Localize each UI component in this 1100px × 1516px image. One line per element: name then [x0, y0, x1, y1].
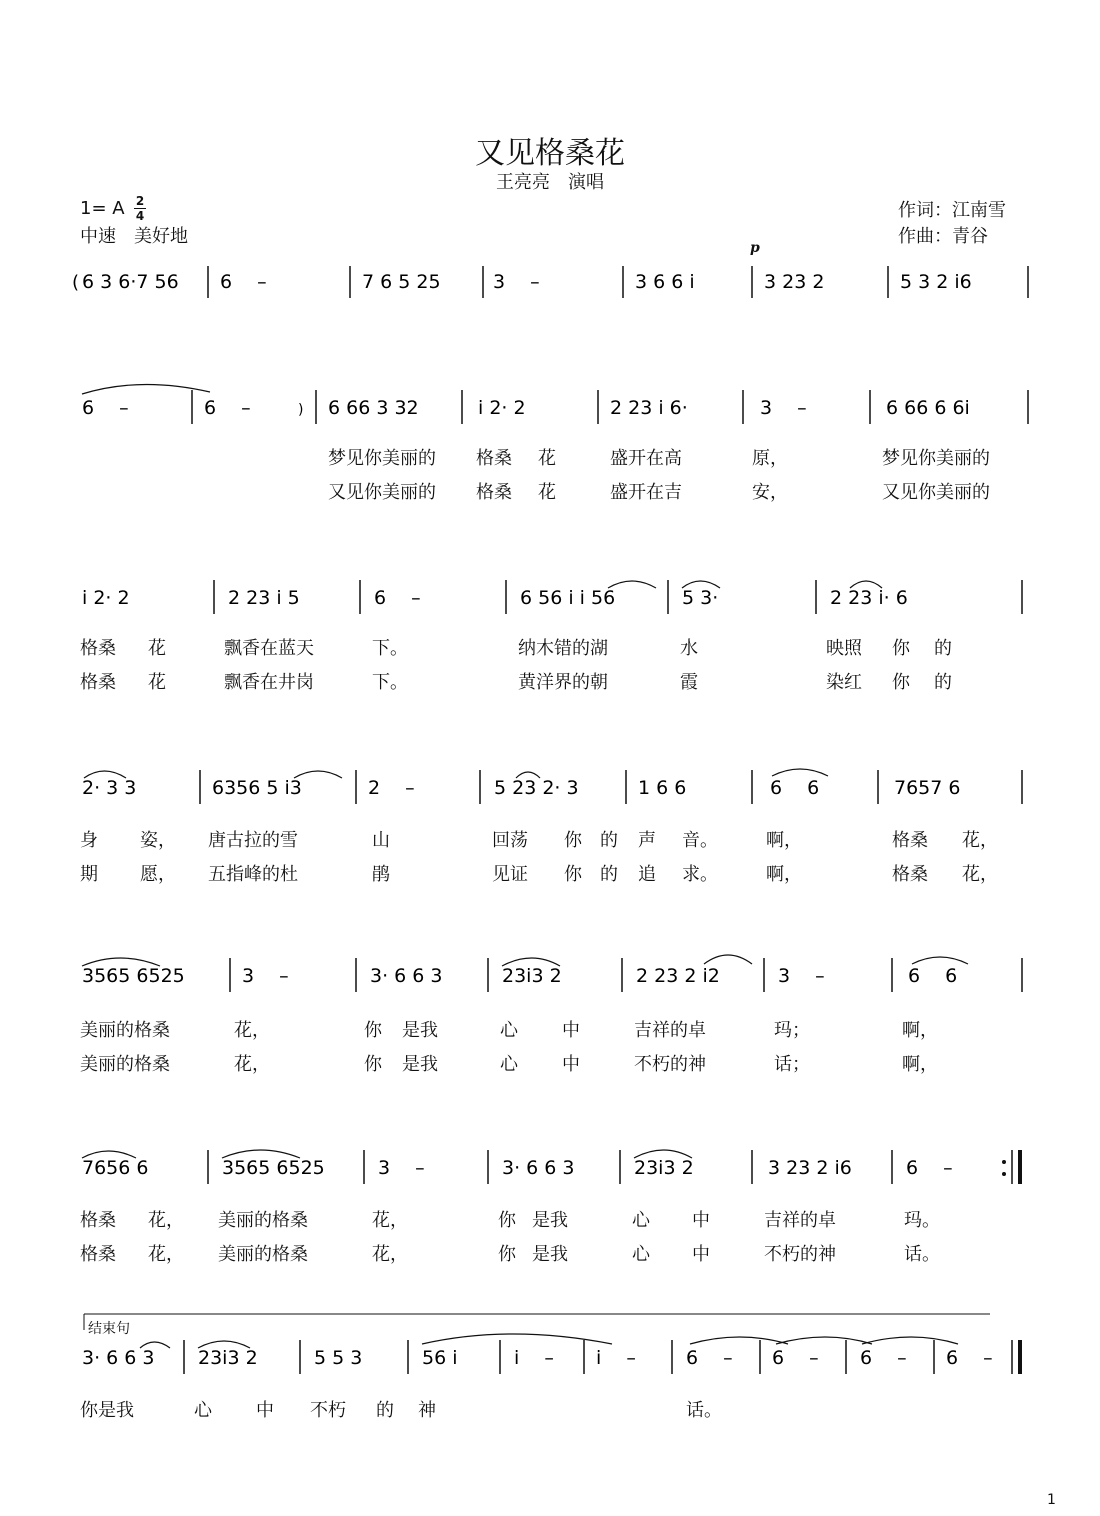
lyric: 安， [752, 482, 788, 503]
lyric: 中 [256, 1400, 274, 1421]
lyric: 梦见你美丽的 [328, 448, 436, 469]
measure-notes: 6 – [860, 1347, 907, 1369]
lyric: 的 [600, 830, 618, 851]
lyric: 玛。 [904, 1210, 940, 1231]
lyric: 格桑 [80, 672, 116, 693]
measure-notes: 3· 6 6 3 [82, 1347, 155, 1369]
measure-notes: 56 i [422, 1347, 458, 1369]
lyric: 不朽 [310, 1400, 346, 1421]
measure-notes: 23i3 2 [634, 1157, 694, 1179]
lyric: 美丽的格桑 [218, 1210, 308, 1231]
lyric: 心 [500, 1054, 518, 1075]
dynamic-marking: p [750, 240, 760, 256]
lyric: 又见你美丽的 [882, 482, 990, 503]
lyric: 是我 [402, 1020, 438, 1041]
lyric: 你是我 [80, 1400, 134, 1421]
lyric: 吉祥的卓 [764, 1210, 836, 1231]
measure-notes: 6 – [220, 271, 267, 293]
lyric: 花， [148, 1244, 184, 1265]
measure-notes: 2 23 i· 6 [830, 587, 908, 609]
measure-notes: 6 – [374, 587, 421, 609]
lyric: 期 [80, 864, 98, 885]
measure-notes: 1 6 6 [638, 777, 687, 799]
measure-notes: 6 – [686, 1347, 733, 1369]
tie-slur [912, 957, 968, 964]
repeat-dot [1002, 1172, 1006, 1176]
lyric: 原， [752, 448, 788, 469]
lyric: 话； [774, 1054, 810, 1075]
lyric: 五指峰的杜 [208, 864, 298, 885]
measure-notes: 6 3 6·7 56 [82, 271, 179, 293]
measure-notes: 5 23 2· 3 [494, 777, 579, 799]
tie-slur [82, 384, 210, 394]
lyric: 美丽的格桑 [80, 1020, 170, 1041]
lyric: 你 [498, 1210, 516, 1231]
measure-notes: 7657 6 [894, 777, 961, 799]
svg-text:): ) [298, 402, 304, 418]
lyric: 花 [148, 638, 166, 659]
lyric: 花， [372, 1210, 408, 1231]
repeat-dot [1002, 1160, 1006, 1164]
lyric: 花， [234, 1020, 270, 1041]
lyric: 吉祥的卓 [634, 1020, 706, 1041]
lyric: 话。 [904, 1244, 940, 1265]
measure [900, 271, 972, 293]
lyric: 花， [962, 830, 998, 851]
system-1-staff [60, 258, 1040, 318]
measure-notes: 3· 6 6 3 [502, 1157, 575, 1179]
lyric: 映照 [826, 638, 862, 659]
performer: 王亮亮 演唱 [496, 172, 604, 193]
measure-notes: 6 – [906, 1157, 953, 1179]
lyric: 你 [364, 1054, 382, 1075]
coda-bracket [82, 1312, 994, 1332]
tie-slur [704, 955, 752, 964]
measure-notes: 6 56 i i 56 [520, 587, 616, 609]
lyric: 花 [148, 672, 166, 693]
lyric: 梦见你美丽的 [882, 448, 990, 469]
time-signature [132, 195, 148, 222]
lyric: 的 [934, 638, 952, 659]
lyric: 格桑 [892, 830, 928, 851]
lyric: 花 [538, 448, 556, 469]
lyric: 中 [562, 1020, 580, 1041]
lyric: 下。 [372, 638, 408, 659]
lyric: 你 [892, 638, 910, 659]
lyric: 纳木错的湖 [518, 638, 608, 659]
lyric: 花， [234, 1054, 270, 1075]
measure-notes: 5 3· [682, 587, 719, 609]
system-7 [60, 1330, 1040, 1390]
lyric: 黄洋界的朝 [518, 672, 608, 693]
key-signature: 1= A [80, 198, 125, 219]
lyric: 你 [364, 1020, 382, 1041]
measure-notes: 6 6 [908, 965, 958, 987]
measure-notes: 3565 6525 [82, 965, 185, 987]
lyric: 中 [692, 1210, 710, 1231]
lyric: 你 [564, 830, 582, 851]
lyric: 心 [500, 1020, 518, 1041]
lyric: 格桑 [476, 448, 512, 469]
lyric: 玛； [774, 1020, 810, 1041]
measure-notes: 2 23 i 5 [228, 587, 300, 609]
system-3 [60, 570, 1040, 630]
lyric: 愿， [140, 864, 176, 885]
measure-notes: 3 – [493, 271, 540, 293]
lyric: 下。 [372, 672, 408, 693]
measure [82, 271, 179, 293]
lyric: 美丽的格桑 [80, 1054, 170, 1075]
lyric: 是我 [532, 1210, 568, 1231]
lyric: 是我 [402, 1054, 438, 1075]
measure-notes: 23i3 2 [198, 1347, 258, 1369]
measure-notes: 6 66 6 6i [886, 397, 970, 419]
measure [764, 271, 824, 293]
lyric: 心 [632, 1244, 650, 1265]
lyric: 的 [934, 672, 952, 693]
measure-notes: 5 5 3 [314, 1347, 363, 1369]
tie-slur [862, 1337, 958, 1344]
measure [362, 271, 441, 293]
lyric: 霞 [680, 672, 698, 693]
measure-notes: 3· 6 6 3 [370, 965, 443, 987]
lyric: 不朽的神 [764, 1244, 836, 1265]
system-2 [60, 380, 1040, 440]
lyric: 又见你美丽的 [328, 482, 436, 503]
measure-notes: 3 6 6 i [635, 271, 695, 293]
lyric: 花， [148, 1210, 184, 1231]
measure-notes: 7656 6 [82, 1157, 149, 1179]
measure-notes: 5 3 2 i6 [900, 271, 972, 293]
lyric: 追 [638, 864, 656, 885]
lyricist: 作词：江南雪 [898, 200, 1006, 221]
measure-notes: 6 6 [770, 777, 820, 799]
measure-notes: 3 23 2 [764, 271, 825, 293]
lyric: 鹃 [372, 864, 390, 885]
system-4 [60, 760, 1040, 820]
lyric: 姿， [140, 830, 176, 851]
measure-notes: 3 – [778, 965, 825, 987]
measure-notes: 6356 5 i3 [212, 777, 302, 799]
lyric: 的 [376, 1400, 394, 1421]
lyric: 中 [692, 1244, 710, 1265]
system-7-staff [60, 1330, 1040, 1390]
lyric: 你 [892, 672, 910, 693]
lyric: 啊， [766, 830, 802, 851]
lyric: 神 [418, 1400, 436, 1421]
measure-notes: 3 – [760, 397, 807, 419]
tie-slur [776, 1337, 872, 1344]
measure-notes: 6 – [946, 1347, 993, 1369]
lyric: 飘香在井岗 [224, 672, 314, 693]
lyric: 山 [372, 830, 390, 851]
lyric: 求。 [682, 864, 718, 885]
lyric: 中 [562, 1054, 580, 1075]
lyric: 花， [372, 1244, 408, 1265]
measure [635, 271, 695, 293]
system-5 [60, 948, 1040, 1008]
measure-notes: 3 23 2 i6 [768, 1157, 852, 1179]
lyric: 你 [564, 864, 582, 885]
measure-notes: 6 – [204, 397, 251, 419]
lyric: 飘香在蓝天 [224, 638, 314, 659]
system-2-staff [60, 380, 1040, 440]
measure-notes: 6 – [772, 1347, 819, 1369]
lyric: 声 [638, 830, 656, 851]
measure [220, 271, 267, 293]
lyric: 心 [632, 1210, 650, 1231]
time-signature-bottom: 4 [135, 209, 145, 223]
lyric: 见证 [492, 864, 528, 885]
lyric: 盛开在高 [610, 448, 682, 469]
lyric: 回荡 [492, 830, 528, 851]
lyric: 格桑 [80, 1210, 116, 1231]
lyric: 水 [680, 638, 698, 659]
measure-notes: i – [596, 1347, 636, 1369]
measure-notes: 2 23 i 6· [610, 397, 688, 419]
lyric: 盛开在吉 [610, 482, 682, 503]
system-6-staff [60, 1140, 1040, 1200]
lyric: 话。 [686, 1400, 722, 1421]
lyric: 格桑 [80, 1244, 116, 1265]
lyric: 心 [194, 1400, 212, 1421]
lyric: 格桑 [80, 638, 116, 659]
measure-notes: i 2· 2 [478, 397, 526, 419]
measure [493, 271, 540, 293]
measure-notes: 6 – [82, 397, 129, 419]
svg-text:(: ( [72, 272, 80, 293]
tie-slur [608, 581, 656, 588]
lyric: 啊， [902, 1054, 938, 1075]
lyric: 的 [600, 864, 618, 885]
measure-notes: 3 – [242, 965, 289, 987]
tie-slur [690, 1337, 788, 1344]
lyric: 美丽的格桑 [218, 1244, 308, 1265]
system-6 [60, 1140, 1040, 1200]
lyric: 身 [80, 830, 98, 851]
page-number: 1 [1047, 1492, 1056, 1508]
lyric: 是我 [532, 1244, 568, 1265]
tie-slur [772, 769, 828, 776]
tempo-marking: 中速 美好地 [80, 226, 188, 247]
composer: 作曲：青谷 [898, 226, 988, 247]
measure-notes: 2 23 2 i2 [636, 965, 720, 987]
lyric: 音。 [682, 830, 718, 851]
lyric: 啊， [766, 864, 802, 885]
lyric: 不朽的神 [634, 1054, 706, 1075]
measure-notes: i – [514, 1347, 554, 1369]
lyric: 染红 [826, 672, 862, 693]
lyric: 格桑 [476, 482, 512, 503]
measure-notes: 2 – [368, 777, 415, 799]
system-4-staff [60, 760, 1040, 820]
measure-notes: 2· 3 3 [82, 777, 137, 799]
measure-notes: 3565 6525 [222, 1157, 325, 1179]
lyric: 唐古拉的雪 [208, 830, 298, 851]
lyric: 格桑 [892, 864, 928, 885]
lyric: 你 [498, 1244, 516, 1265]
system-3-staff [60, 570, 1040, 630]
measure-notes: 3 – [378, 1157, 425, 1179]
lyric: 花 [538, 482, 556, 503]
song-title: 又见格桑花 [475, 136, 625, 171]
measure-notes: 23i3 2 [502, 965, 562, 987]
measure-notes: 6 66 3 32 [328, 397, 419, 419]
measure-notes: 7 6 5 25 [362, 271, 441, 293]
coda-label: 结束句 [88, 1321, 130, 1337]
system-1 [60, 258, 1040, 318]
measure-notes: i 2· 2 [82, 587, 130, 609]
time-signature-top: 2 [135, 194, 145, 208]
lyric: 花， [962, 864, 998, 885]
lyric: 啊， [902, 1020, 938, 1041]
system-5-staff [60, 948, 1040, 1008]
